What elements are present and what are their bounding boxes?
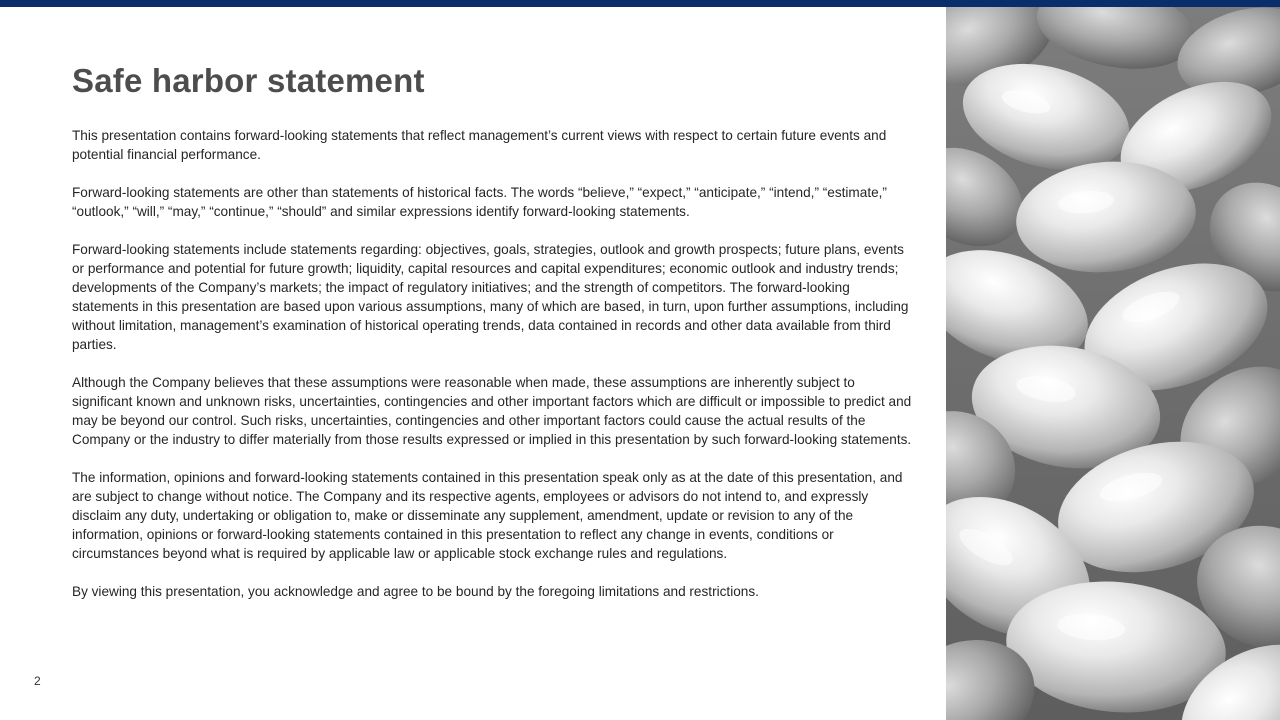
paragraph-intro: This presentation contains forward-looking statements that reflect management’s current views with respect to certain future events and potential financial performance. bbox=[72, 128, 887, 162]
capsules-illustration bbox=[946, 7, 1280, 720]
page-title: Safe harbor statement bbox=[72, 62, 425, 99]
paragraph-risks: Although the Company believes that these assumptions were reasonable when made, these assumptions are inherently subject to significant known and unknown risks, uncertainties, contingencies and other important factors which are difficult or impossible to predict and may be beyond our control. Such risks, uncertainties, contingencies and other important factors could cause the actual results of the Company or the industry to differ materially from those results expressed or implied in this presentation by such forward-looking statements. bbox=[72, 375, 912, 447]
paragraph-scope: Forward-looking statements include statements regarding: objectives, goals, strategies, outlook and growth prospects; future plans, events or performance and potential for future growth; liquidity, capital resources and capital expenditures; economic outlook and industry trends; developments of the Company’s markets; the impact of regulatory initiatives; and the strength of competitors. The forward-looking statements in this presentation are based upon various assumptions, many of which are based, in turn, upon further assumptions, including without limitation, management’s examination of historical operating trends, data contained in records and other data available from third parties. bbox=[72, 242, 909, 352]
paragraph-definition: Forward-looking statements are other than statements of historical facts. The words “believe,” “expect,” “anticipate,” “intend,” “estimate,” “outlook,” “will,” “may,” “continue,” “should” and similar expressions identify forward-looking statements. bbox=[72, 185, 887, 219]
safe-harbor-body bbox=[72, 126, 912, 620]
capsules-photo bbox=[946, 7, 1280, 720]
top-accent-bar bbox=[0, 0, 1280, 7]
page-number: 2 bbox=[34, 674, 41, 688]
paragraph-disclaimer: The information, opinions and forward-looking statements contained in this presentation speak only as at the date of this presentation, and are subject to change without notice. The Company and its respective agents, employees or advisors do not intend to, and expressly disclaim any duty, undertaking or obligation to, make or disseminate any supplement, amendment, update or revision to any of the information, opinions or forward-looking statements contained in this presentation to reflect any change in events, conditions or circumstances beyond what is required by applicable law or applicable stock exchange rules and regulations. bbox=[72, 470, 903, 561]
paragraph-acknowledgement: By viewing this presentation, you acknowledge and agree to be bound by the foregoing limitations and restrictions. bbox=[72, 584, 759, 599]
